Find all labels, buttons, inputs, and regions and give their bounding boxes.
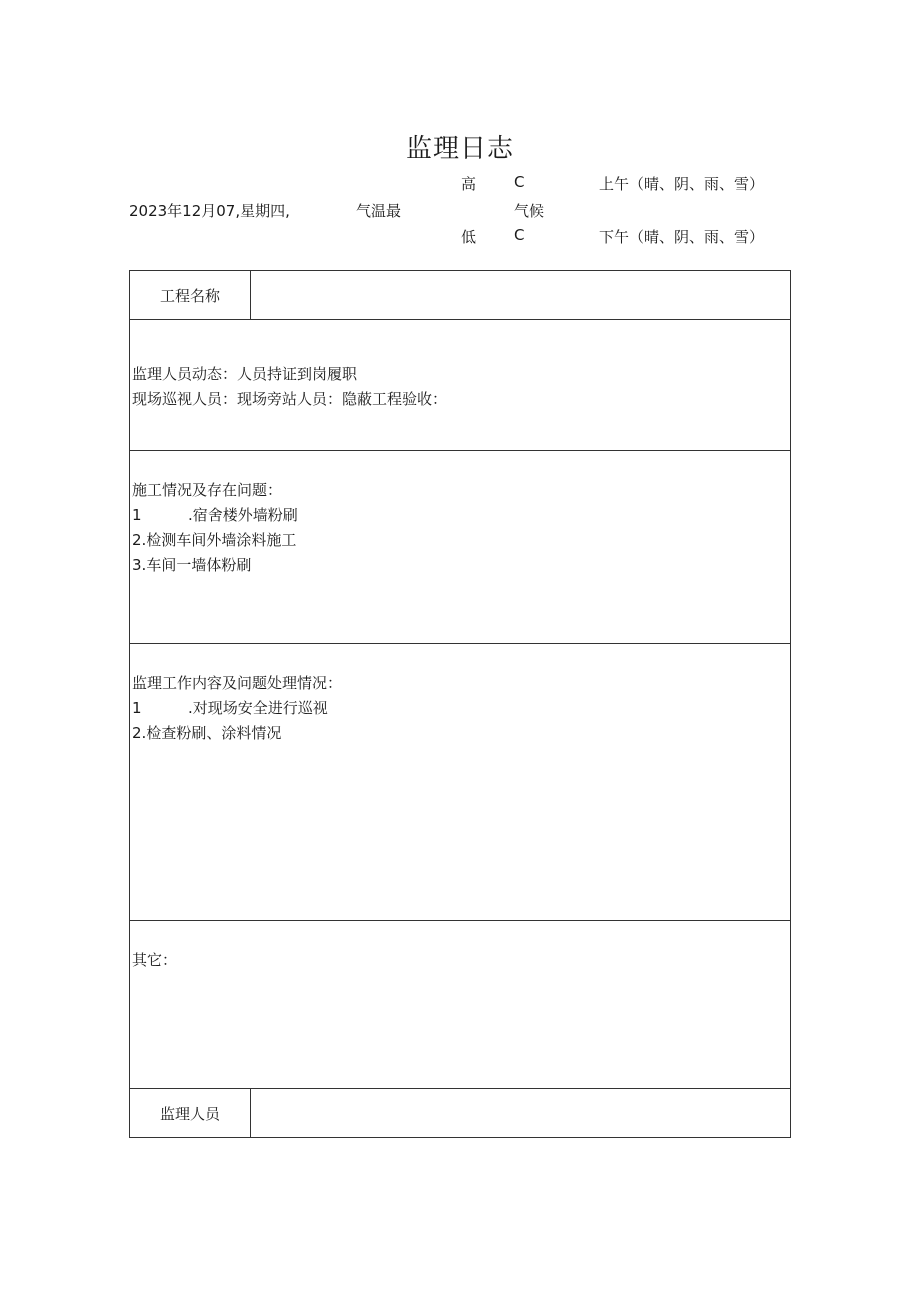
project-name-field[interactable] xyxy=(251,271,791,320)
temperature-label: 气温最 xyxy=(356,202,402,220)
personnel-cell[interactable] xyxy=(130,320,791,451)
other-cell[interactable] xyxy=(130,921,791,1089)
item-text: .宿舍楼外墙粉刷 xyxy=(188,506,298,524)
item-text: .车间一墙体粉刷 xyxy=(141,556,252,574)
item-text: .检查粉刷、涂料情况 xyxy=(141,724,282,742)
log-date: 2023年12月07,星期四, xyxy=(129,202,290,220)
construction-cell[interactable] xyxy=(130,451,791,644)
item-number: 3 xyxy=(132,556,142,574)
temperature-low-label: 低 xyxy=(461,228,477,246)
construction-heading: 施工情况及存在问题： xyxy=(132,481,283,499)
item-text: .检测车间外墙涂料施工 xyxy=(141,531,297,549)
personnel-roles: 现场巡视人员：现场旁站人员：隐蔽工程验收： xyxy=(132,390,448,408)
weather-morning: 上午（晴、阴、雨、雪） xyxy=(599,175,765,193)
page-title: 监理日志 xyxy=(405,134,514,164)
other-label: 其它： xyxy=(132,951,178,969)
personnel-row xyxy=(130,320,791,451)
list-item xyxy=(132,528,790,553)
personnel-status: 监理人员动态：人员持证到岗履职 xyxy=(132,365,358,383)
temperature-high-label: 高 xyxy=(461,175,477,193)
list-item xyxy=(132,553,790,578)
supervisor-row xyxy=(130,1089,791,1138)
item-text: .对现场安全进行巡视 xyxy=(188,699,328,717)
project-name-label: 工程名称 xyxy=(130,271,251,320)
temperature-low-unit: C xyxy=(514,226,525,244)
supervision-log-table xyxy=(129,270,791,1138)
supervision-cell[interactable] xyxy=(130,644,791,921)
list-item xyxy=(132,503,790,528)
other-row xyxy=(130,921,791,1089)
weather-afternoon: 下午（晴、阴、雨、雪） xyxy=(599,228,765,246)
project-row xyxy=(130,271,791,320)
supervision-row xyxy=(130,644,791,921)
supervision-heading: 监理工作内容及问题处理情况： xyxy=(132,674,343,692)
supervisor-label: 监理人员 xyxy=(130,1089,251,1138)
item-number: 1 xyxy=(132,506,142,524)
item-number: 2 xyxy=(132,724,142,742)
list-item xyxy=(132,696,790,721)
temperature-high-unit: C xyxy=(514,173,525,191)
weather-label: 气候 xyxy=(514,202,545,220)
supervisor-field[interactable] xyxy=(251,1089,791,1138)
item-number: 2 xyxy=(132,531,142,549)
construction-row xyxy=(130,451,791,644)
list-item xyxy=(132,721,790,746)
item-number: 1 xyxy=(132,699,142,717)
